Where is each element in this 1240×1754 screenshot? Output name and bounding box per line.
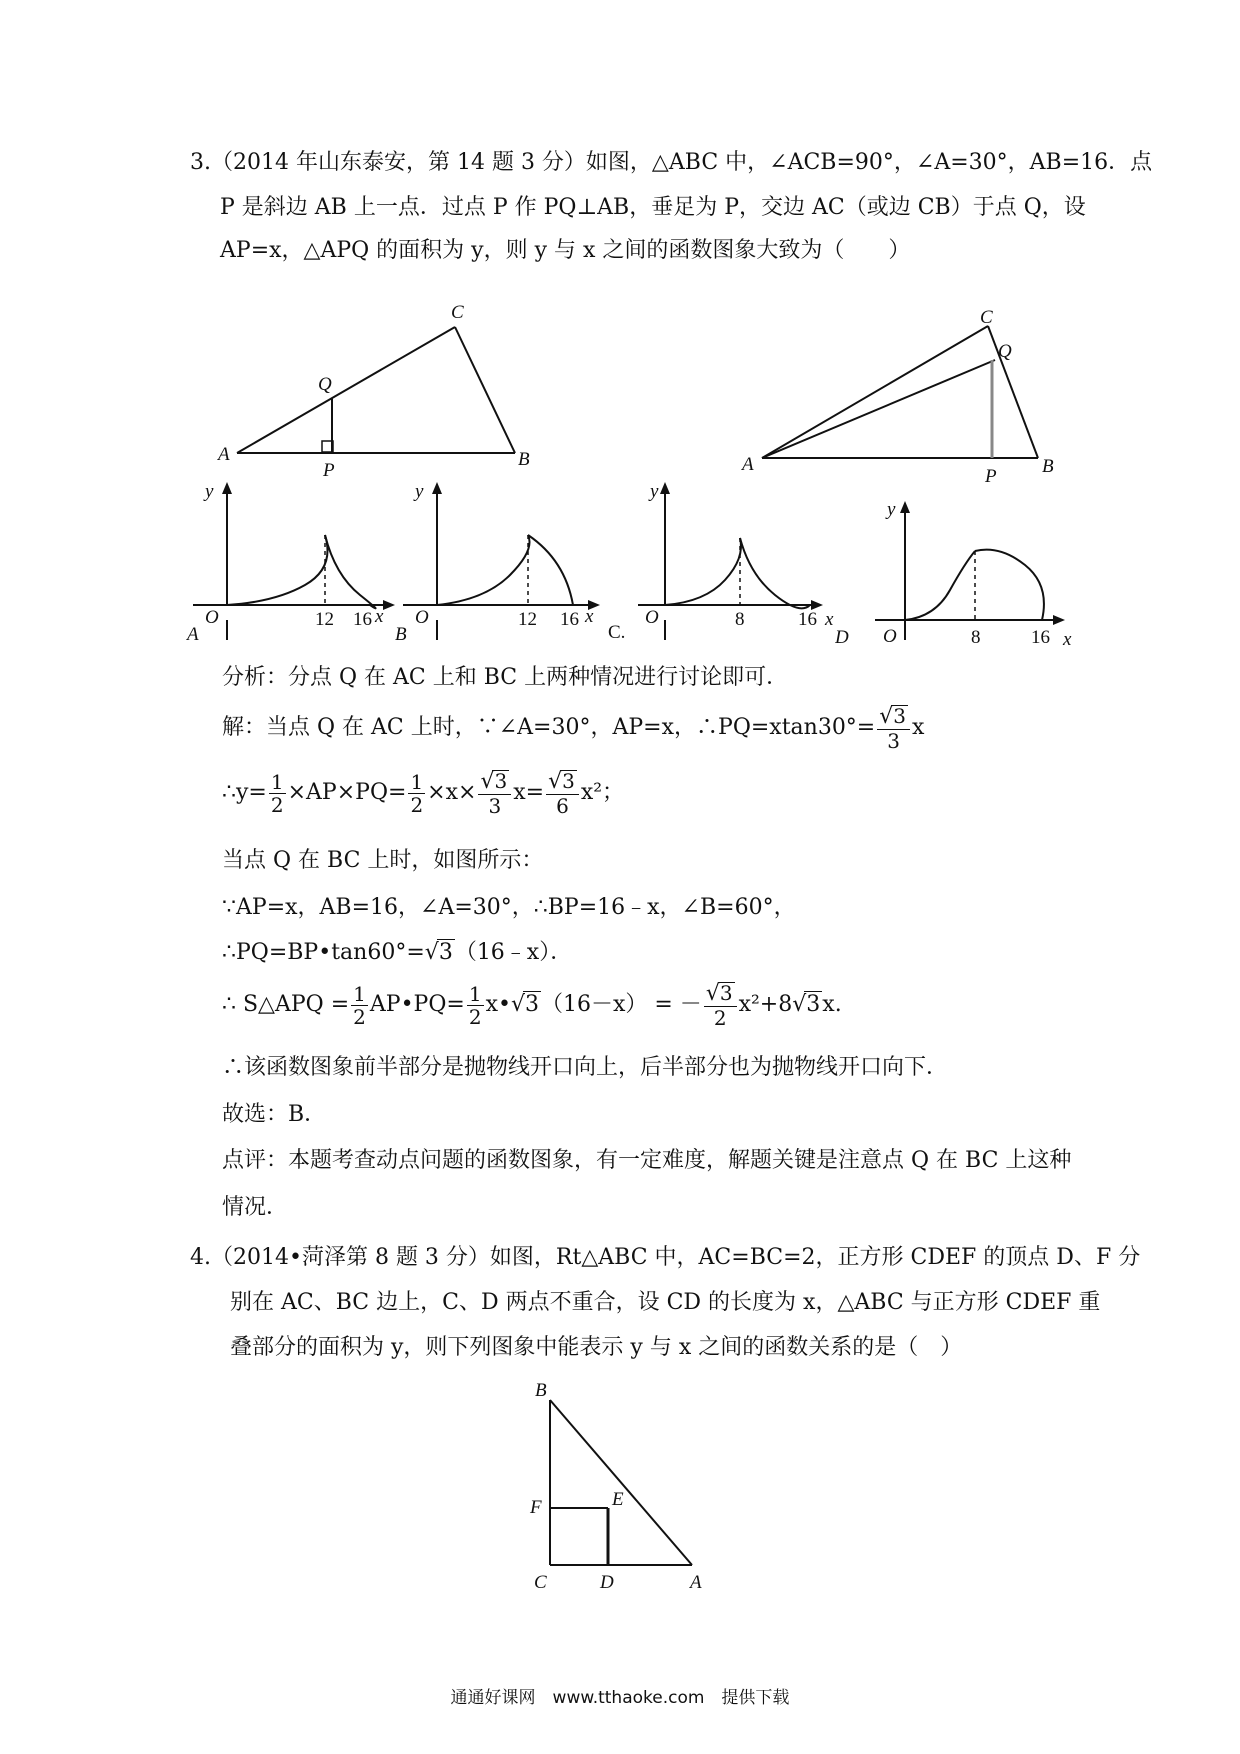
q3-figure-right (740, 300, 1080, 490)
label-P: P (323, 460, 335, 481)
axis-x-label: x (1063, 629, 1072, 650)
option-label-a: A (187, 624, 199, 645)
option-label-d: D (835, 627, 849, 648)
label-B: B (1042, 456, 1054, 477)
label-A: A (742, 454, 754, 475)
label-B: B (518, 449, 530, 470)
axis-x-label: x (585, 606, 594, 627)
label-Q: Q (318, 374, 332, 395)
axis-y-label: y (887, 499, 896, 520)
axis-x-label: x (825, 609, 834, 630)
q3-line3: AP=x，△APQ 的面积为 y，则 y 与 x 之间的函数图象大致为（ ） (220, 238, 911, 263)
axis-y-label: y (205, 481, 214, 502)
label-A: A (218, 444, 230, 465)
label-C: C (980, 307, 993, 328)
tick-label: 16 (353, 609, 372, 630)
label-D: D (600, 1572, 614, 1593)
tick-label: 16 (798, 609, 817, 630)
label-A: A (690, 1572, 702, 1593)
q3-graph-d (835, 495, 1075, 655)
origin-label: O (205, 607, 219, 628)
option-label-c: C. (608, 622, 626, 643)
q3-analysis: 分析：分点 Q 在 AC 上和 BC 上两种情况进行讨论即可． (222, 665, 789, 690)
label-C: C (451, 302, 464, 323)
tick-label: 12 (518, 609, 537, 630)
tick-label: 16 (560, 609, 579, 630)
axis-x-label: x (375, 606, 384, 627)
q3-solution-6: ∴ S△APQ = $\frac{1}{2}$ AP•PQ= $\frac{1}{2}$ x•√3（16－x） = － $\frac{√3}{2}$ x²+8√3x. (222, 981, 842, 1030)
tick-label: 12 (315, 609, 334, 630)
q3-solution-3: 当点 Q 在 BC 上时，如图所示： (222, 848, 544, 873)
q3-graph-a (185, 480, 400, 645)
label-E: E (612, 1489, 624, 1510)
q3-line1: 3.（2014 年山东泰安，第 14 题 3 分）如图，△ABC 中，∠ACB=90°，∠A=30°，AB=16．点 (190, 150, 1153, 175)
tick-label: 8 (735, 609, 745, 630)
q3-comment-2: 情况． (222, 1195, 289, 1220)
q4-line1: 4.（2014•菏泽第 8 题 3 分）如图，Rt△ABC 中，AC=BC=2，正方形 CDEF 的顶点 D、F 分 (190, 1245, 1141, 1270)
tick-label: 16 (1031, 627, 1050, 648)
q3-comment-1: 点评：本题考查动点问题的函数图象，有一定难度，解题关键是注意点 Q 在 BC 上这种 (222, 1148, 1072, 1173)
q4-line2: 别在 AC、BC 边上，C、D 两点不重合，设 CD 的长度为 x，△ABC 与正方形 CDEF 重 (230, 1290, 1101, 1315)
q3-solution-2: ∴y= $\frac{1}{2}$ ×AP×PQ= $\frac{1}{2}$ ×x× $\frac{√3}{3}$ x= $\frac{√3}{6}$ x²； (222, 769, 625, 818)
q4-figure (520, 1375, 720, 1600)
q3-solution-1: 解：当点 Q 在 AC 上时，∵∠A=30°，AP=x，∴PQ=xtan30°= $\frac{√3}{3}$ x (222, 704, 925, 753)
q3-solution-4: ∵AP=x，AB=16，∠A=30°，∴BP=16﹣x，∠B=60°， (222, 895, 796, 920)
axis-y-label: y (650, 481, 659, 502)
label-B: B (535, 1380, 547, 1401)
origin-label: O (645, 607, 659, 628)
q3-choice: 故选：B． (222, 1102, 327, 1127)
origin-label: O (883, 626, 897, 647)
origin-label: O (415, 607, 429, 628)
tick-label: 8 (971, 627, 981, 648)
q3-figure-left (215, 300, 565, 485)
q3-graph-b (395, 480, 610, 645)
q4-line3: 叠部分的面积为 y，则下列图象中能表示 y 与 x 之间的函数关系的是（ ） (230, 1335, 963, 1360)
page-footer: 通通好课网 www.tthaoke.com 提供下载 (450, 1688, 790, 1708)
q3-solution-5: ∴PQ=BP•tan60°=√3（16﹣x）． (222, 940, 573, 965)
q3-solution-7: ∴该函数图象前半部分是抛物线开口向上，后半部分也为抛物线开口向下． (222, 1055, 949, 1080)
q3-graph-c (600, 480, 840, 645)
label-P: P (985, 466, 997, 487)
option-label-b: B (395, 624, 407, 645)
axis-y-label: y (415, 481, 424, 502)
label-C: C (534, 1572, 547, 1593)
label-F: F (530, 1497, 542, 1518)
label-Q: Q (998, 341, 1012, 362)
q3-line2: P 是斜边 AB 上一点．过点 P 作 PQ⊥AB，垂足为 P，交边 AC（或边 CB）于点 Q，设 (220, 195, 1086, 220)
